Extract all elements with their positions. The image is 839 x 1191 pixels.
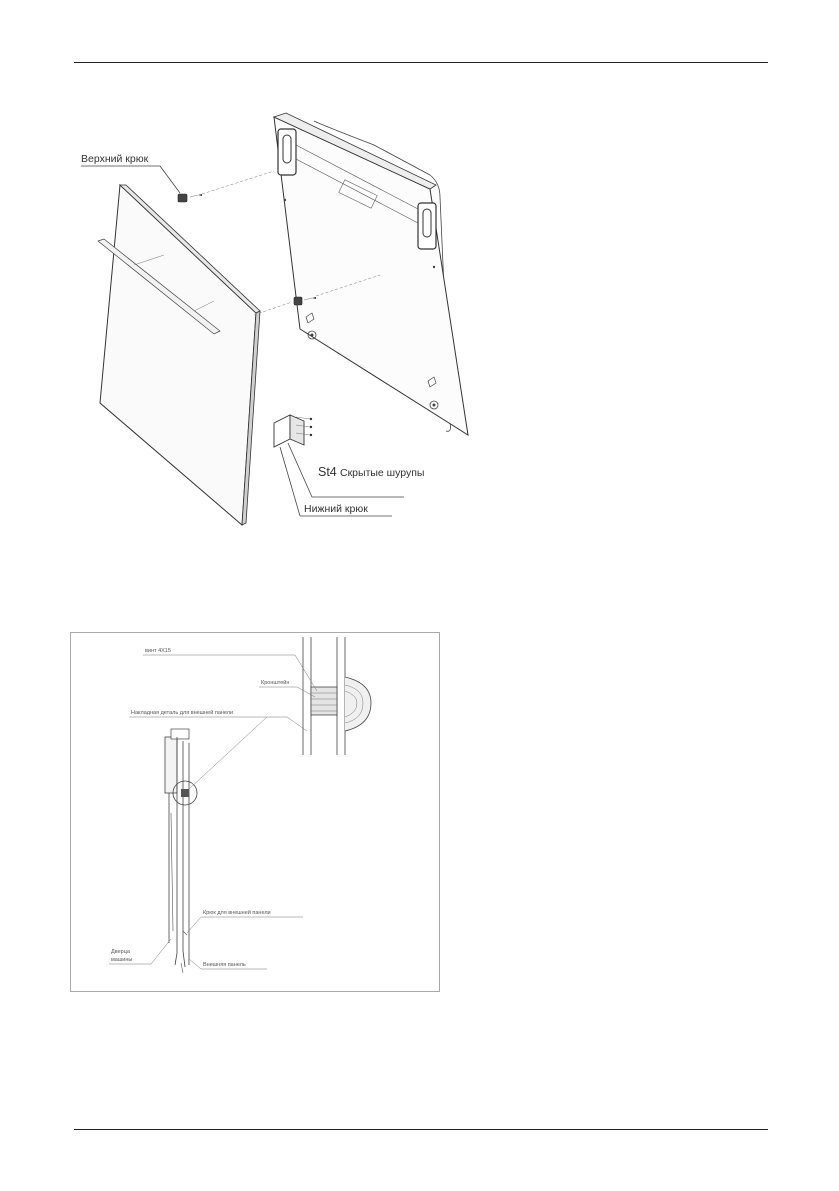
svg-text:Верхний крюк: Верхний крюк xyxy=(81,153,149,165)
label-hidden-screws xyxy=(288,443,424,497)
svg-text:Накладная деталь для внешней п: Накладная деталь для внешней панели xyxy=(131,710,234,716)
label-upper-hook xyxy=(81,153,180,193)
svg-text:Нижний крюк: Нижний крюк xyxy=(304,503,368,515)
mounting-section-diagram xyxy=(70,632,440,992)
label-lower-hook xyxy=(280,447,392,516)
svg-text:винт 4Х15: винт 4Х15 xyxy=(145,648,171,654)
footer-rule xyxy=(74,1129,768,1130)
svg-text:Скрытые шурупы: Скрытые шурупы xyxy=(340,467,425,479)
svg-text:Внешняя панель: Внешняя панель xyxy=(203,962,246,968)
label-outer-panel xyxy=(189,959,267,969)
door-side-section xyxy=(165,729,197,973)
label-door xyxy=(109,939,171,964)
lower-hook-part xyxy=(274,415,312,447)
svg-text:машины: машины xyxy=(111,957,133,963)
header-rule xyxy=(74,62,768,63)
label-mounting-part xyxy=(129,709,307,789)
label-hook-outer-panel xyxy=(187,909,303,933)
upper-hook-part xyxy=(178,171,274,202)
svg-text:Дверца: Дверца xyxy=(111,949,130,955)
label-bracket xyxy=(259,679,315,697)
svg-text:St4: St4 xyxy=(318,465,337,479)
svg-text:Кронштейн: Кронштейн xyxy=(261,680,290,686)
front-decor-panel xyxy=(98,185,260,525)
label-screw xyxy=(143,648,317,691)
inner-door xyxy=(274,113,468,435)
svg-text:Крюк для внешней панели: Крюк для внешней панели xyxy=(203,910,271,916)
door-panel-exploded-diagram xyxy=(74,105,494,537)
